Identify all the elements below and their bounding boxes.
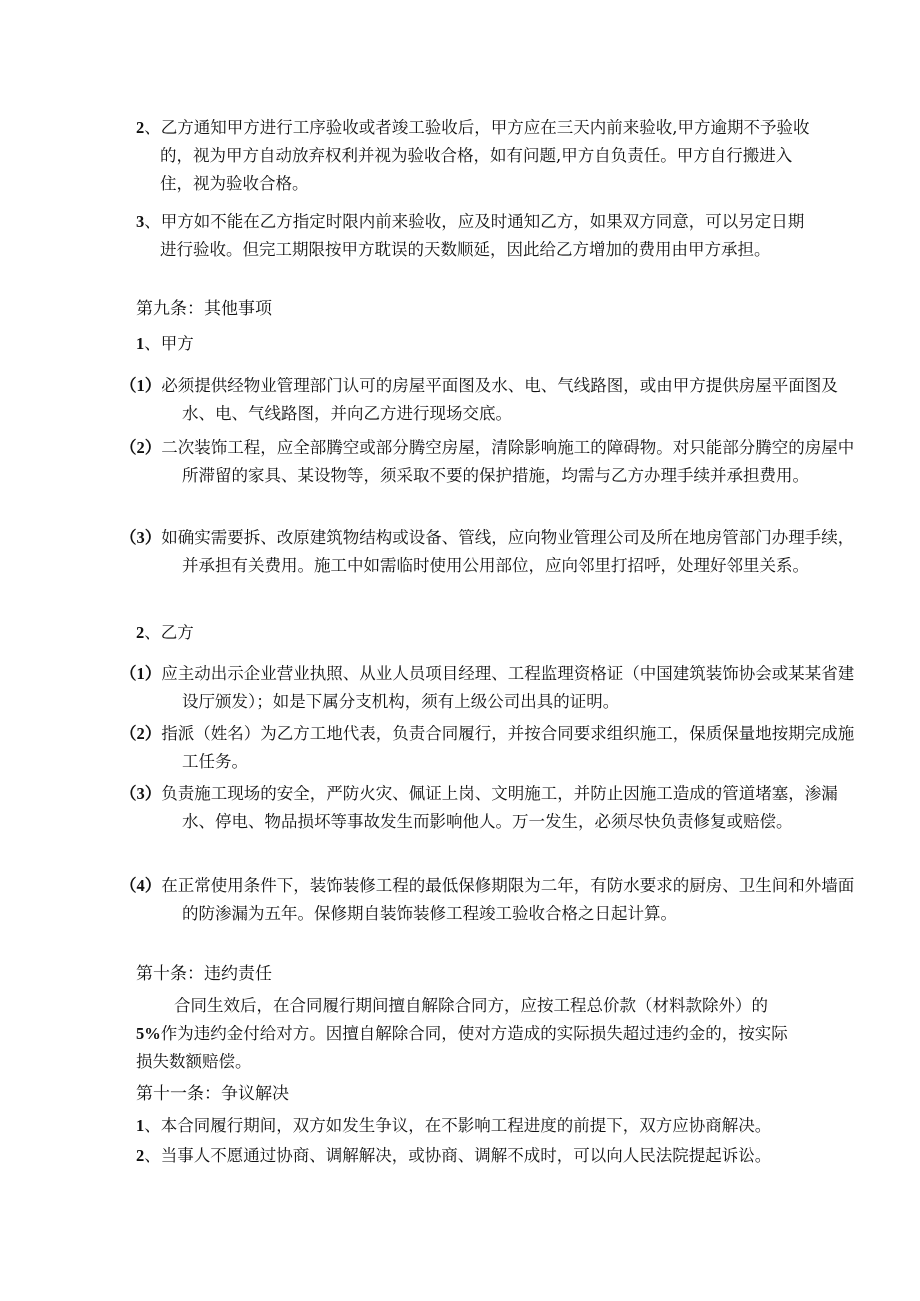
item-number: 3 [136,212,145,231]
item-text: 、本合同履行期间，双方如发生争议，在不影响工程进度的前提下，双方应协商解决。 [144,1116,772,1135]
item-text: 指派（姓名）为乙方工地代表，负责合同履行，并按合同要求组织施工，保质保量地按期完成施工任务。 [161,724,855,771]
acceptance-item-3 [136,208,820,264]
acceptance-item-2 [136,114,820,198]
item-number: （4） [120,876,162,895]
body-text-end: 作为违约金付给对方。因擅自解除合同，使对方造成的实际损失超过违约金的，按实际损失数额赔偿。 [136,1024,788,1071]
item-text: 如确实需要拆、改原建筑物结构或设备、管线，应向物业管理公司及所在地房管部门办理手续，并承担有关费用。施工中如需临时使用公用部位，应向邻里打招呼，处理好邻里关系。 [161,528,855,575]
item-text: 必须提供经物业管理部门认可的房屋平面图及水、电、气线路图，或由甲方提供房屋平面图及水、电、气线路图，并向乙方进行现场交底。 [161,376,838,423]
party-a-heading [136,330,194,358]
dispute-item-2 [136,1142,806,1170]
item-text: 负责施工现场的安全，严防火灾、佩证上岗、文明施工，并防止因施工造成的管道堵塞，渗漏水、停电、物品损坏等事故发生而影响他人。万一发生，必须尽快负责修复或赔偿。 [161,784,838,831]
party-b-heading [136,619,194,647]
penalty-percent: 5% [136,1024,161,1043]
item-text: 、甲方如不能在乙方指定时限内前来验收，应及时通知乙方，如果双方同意，可以另定日期进行验收。但完工期限按甲方耽误的天数顺延，因此给乙方增加的费用由甲方承担。 [144,212,805,259]
party-a-item-3 [120,524,858,580]
party-b-item-2 [120,720,858,776]
article-10-body [136,992,796,1076]
item-text: 应主动出示企业营业执照、从业人员项目经理、工程监理资格证（中国建筑装饰协会或某某省建设厅颁发）；如是下属分支机构，须有上级公司出具的证明。 [161,664,855,711]
party-b-item-3 [120,780,858,836]
party-a-label: 、甲方 [144,334,194,353]
item-number: （2） [120,724,162,743]
item-text: 在正常使用条件下，装饰装修工程的最低保修期限为二年，有防水要求的厨房、卫生间和外墙面的防渗漏为五年。保修期自装饰装修工程竣工验收合格之日起计算。 [161,876,855,923]
item-number: （2） [120,438,162,457]
dispute-item-1 [136,1112,806,1140]
article-9-heading: 第九条：其他事项 [136,299,272,319]
body-text-start: 合同生效后，在合同履行期间擅自解除合同方，应按工程总价款（材料款除外）的 [174,996,768,1015]
item-text: 、当事人不愿通过协商、调解解决，或协商、调解不成时，可以向人民法院提起诉讼。 [144,1146,772,1165]
party-b-item-4 [120,872,858,928]
item-text: 二次装饰工程，应全部腾空或部分腾空房屋，清除影响施工的障碍物。对只能部分腾空的房屋中所滞留的家具、某设物等，须采取不要的保护措施，均需与乙方办理手续并承担费用。 [161,438,855,485]
party-b-number: 2 [136,623,145,642]
item-number: （1） [120,664,162,683]
item-number: 1 [136,1116,145,1135]
item-number: （3） [120,528,162,547]
party-b-item-1 [120,660,858,716]
party-b-label: 、乙方 [144,623,194,642]
party-a-item-2 [120,434,858,490]
item-number: 2 [136,1146,145,1165]
party-a-item-1 [120,372,858,428]
party-a-number: 1 [136,334,145,353]
article-11-heading: 第十一条：争议解决 [136,1084,289,1104]
item-text: 、乙方通知甲方进行工序验收或者竣工验收后，甲方应在三天内前来验收,甲方逾期不予验收的，视为甲方自动放弃权利并视为验收合格，如有问题,甲方自负责任。甲方自行搬进入住，视为验收合格。 [144,118,810,193]
item-number: 2 [136,118,145,137]
article-10-heading: 第十条：违约责任 [136,964,272,984]
item-number: （1） [120,376,162,395]
item-number: （3） [120,784,162,803]
